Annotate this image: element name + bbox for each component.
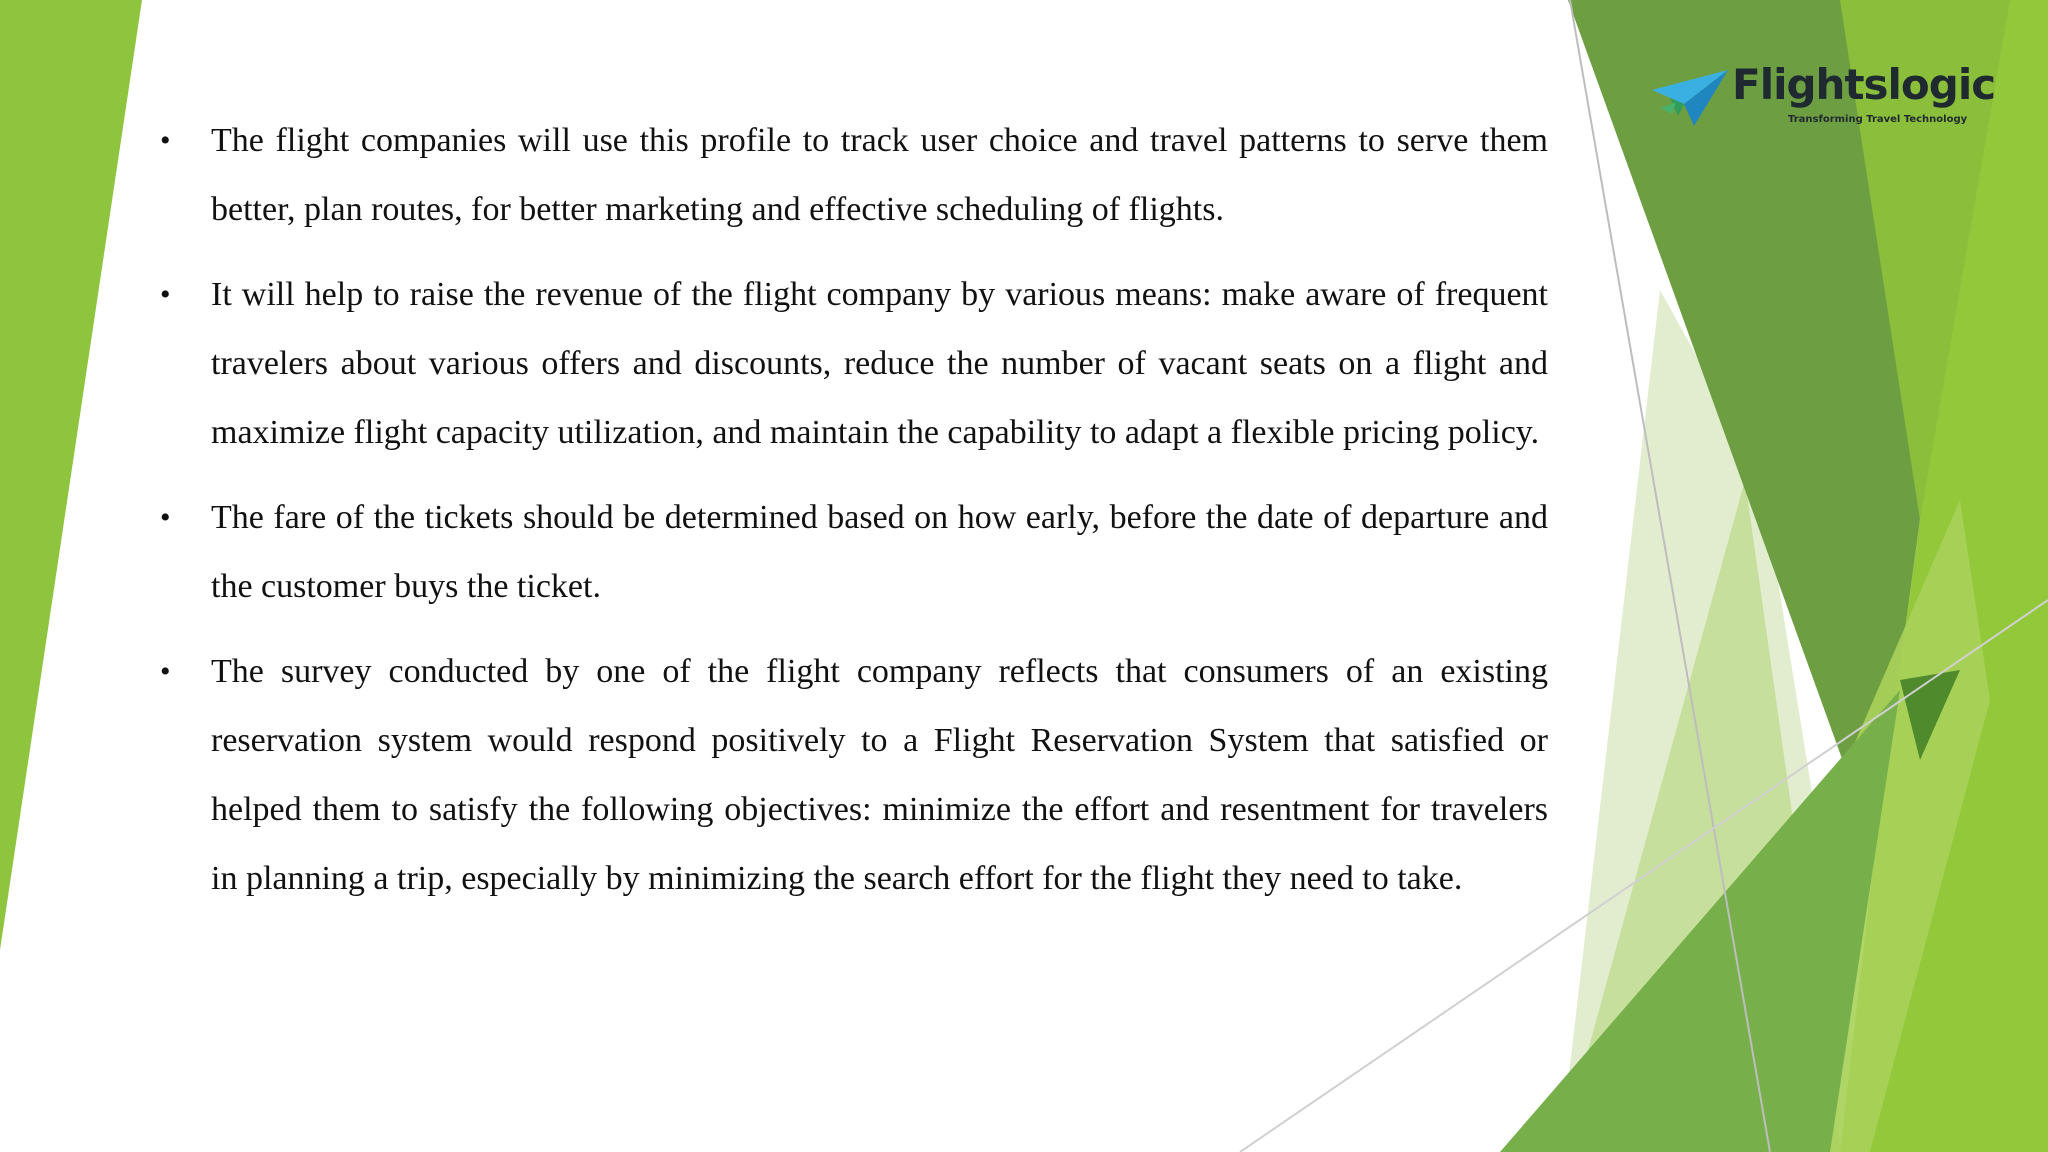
bullet-icon: • <box>160 278 171 311</box>
logo-tagline: Transforming Travel Technology <box>1788 114 1968 125</box>
bullet-icon: • <box>160 655 171 688</box>
bullet-item <box>160 483 1548 621</box>
slide-body <box>160 106 1548 929</box>
logo-name: Flightslogic <box>1732 60 1996 109</box>
bullet-text: The fare of the tickets should be determined based on how early, before the date of departure and the customer buys the ticket. <box>211 499 1548 605</box>
paper-plane-icon <box>1650 68 1730 130</box>
left-green-stripe <box>0 0 142 950</box>
bullet-item <box>160 106 1548 244</box>
bullet-list <box>160 106 1548 913</box>
bullet-icon: • <box>160 501 171 534</box>
bullet-text: The survey conducted by one of the flight company reflects that consumers of an existing reservation system would respond positively to a Flight Reservation System that satisfied or helped them to satisfy the following objectives: minimize the effort and resentment for travelers in planning a trip, especially by minimizing the search effort for the flight they need to take. <box>211 653 1548 897</box>
bullet-text: It will help to raise the revenue of the flight company by various means: make aware of frequent travelers about various offers and discounts, reduce the number of vacant seats on a flight and maximize flight capacity utilization, and maintain the capability to adapt a flexible pricing policy. <box>211 276 1548 451</box>
bullet-icon: • <box>160 124 171 157</box>
bullet-item <box>160 637 1548 913</box>
bullet-item <box>160 260 1548 467</box>
bullet-text: The flight companies will use this profile to track user choice and travel patterns to serve them better, plan routes, for better marketing and effective scheduling of flights. <box>211 122 1548 228</box>
flightslogic-logo <box>1650 60 1996 132</box>
